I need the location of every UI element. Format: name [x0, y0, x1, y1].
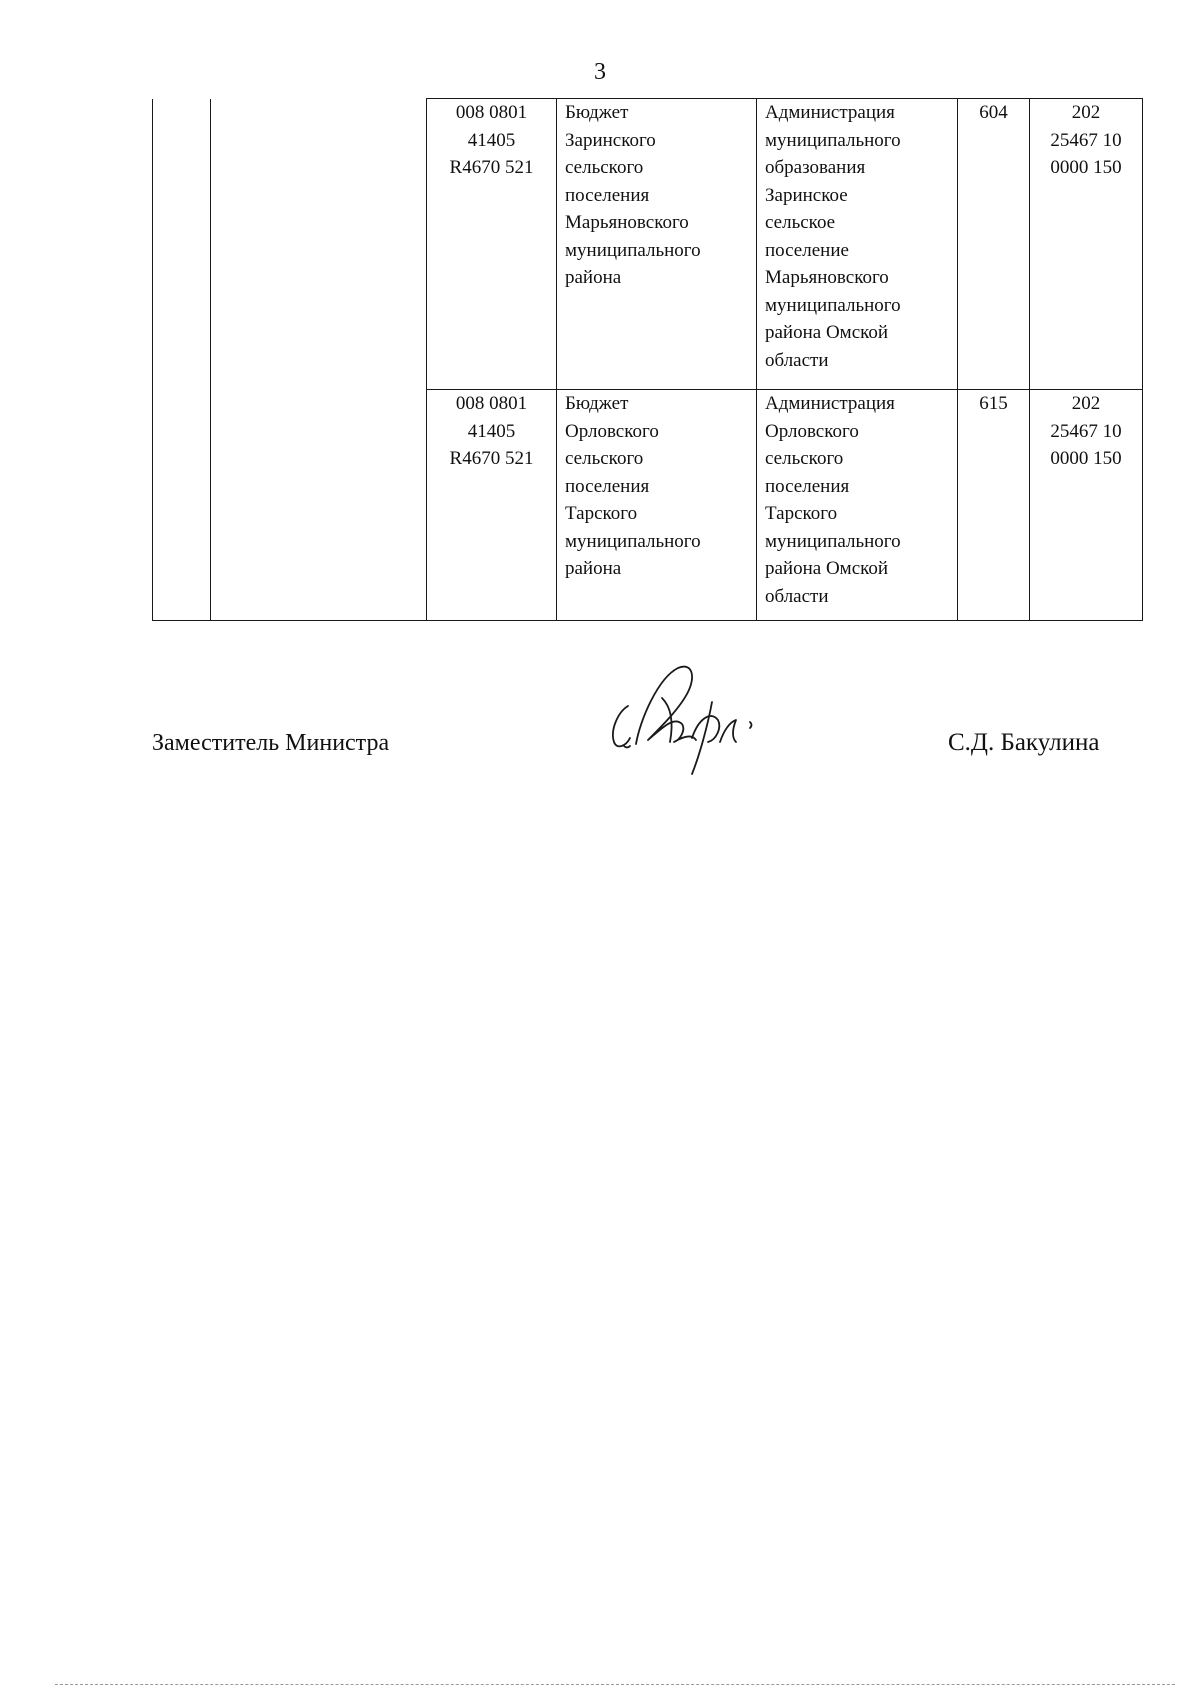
signatory-position: Заместитель Министра: [152, 730, 390, 756]
budget-table: [152, 98, 1143, 621]
signatory-name: С.Д. Бакулина: [948, 729, 1100, 756]
grbs-cell: 615: [958, 390, 1030, 621]
handwritten-signature: [600, 650, 800, 780]
page-number: 3: [594, 59, 606, 85]
empty-cell: [153, 99, 211, 390]
scan-edge-line: [55, 1684, 1175, 1685]
empty-cell: [211, 99, 427, 390]
budget-cell: Бюджет Заринского сельского поселения Марьяновского муниципального района: [557, 99, 757, 390]
grbs-cell: 604: [958, 99, 1030, 390]
kbk-cell: 202 25467 10 0000 150: [1030, 390, 1143, 621]
administrator-cell: Администрация Орловского сельского поселения Тарского муниципального района Омской области: [757, 390, 958, 621]
budget-cell: Бюджет Орловского сельского поселения Тарского муниципального района: [557, 390, 757, 621]
administrator-cell: Администрация муниципального образования Заринское сельское поселение Марьяновского муниципального района Омской области: [757, 99, 958, 390]
code-cell: 008 0801 41405 R4670 521: [427, 99, 557, 390]
signature-block: [0, 650, 1200, 780]
table-row: [153, 390, 1143, 621]
empty-cell: [153, 390, 211, 621]
empty-cell: [211, 390, 427, 621]
kbk-cell: 202 25467 10 0000 150: [1030, 99, 1143, 390]
code-cell: 008 0801 41405 R4670 521: [427, 390, 557, 621]
table-row: [153, 99, 1143, 390]
